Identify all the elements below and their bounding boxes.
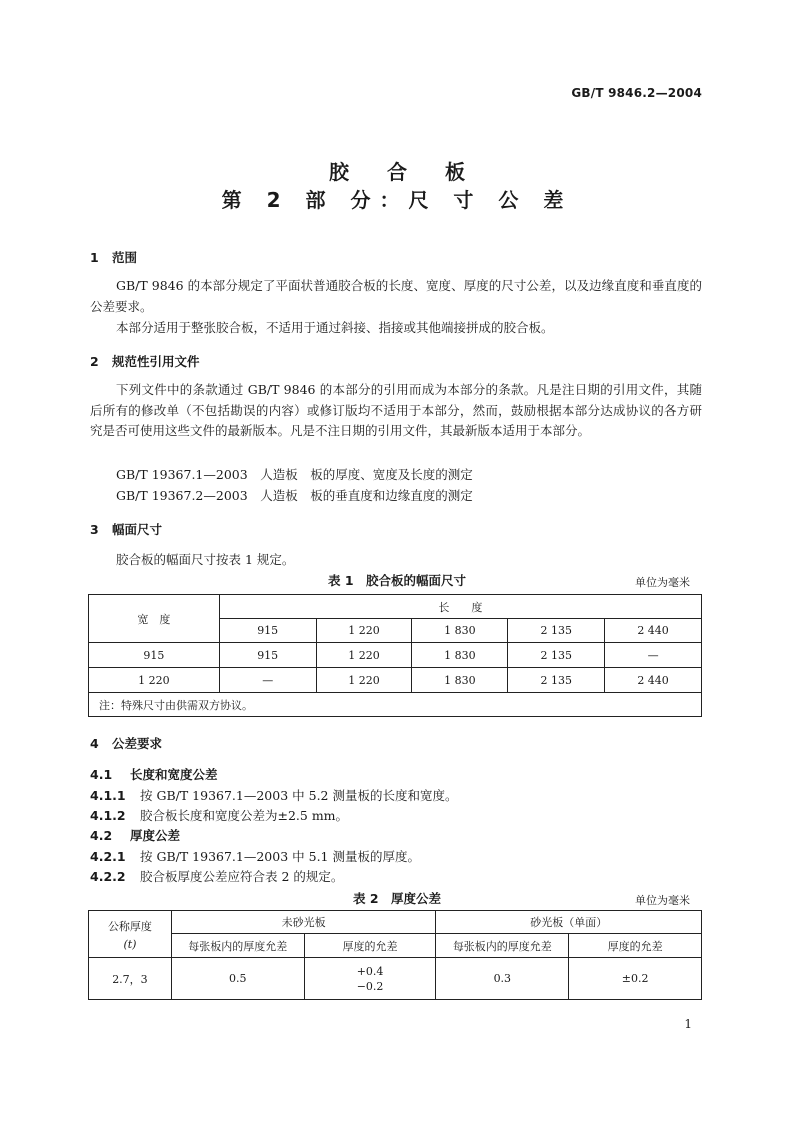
section-number: 4 [90,736,99,751]
table-cell: 915 [219,643,316,668]
document-subtitle: 第 2 部 分：尺 寸 公 差 [221,188,573,212]
tolerance-minus: −0.2 [356,979,384,993]
document-title: 胶合板 [329,160,503,184]
table-cell: 1 220 [316,668,412,693]
table-cell: 1 830 [412,668,508,693]
section-3-heading [90,520,162,538]
length-cell: 2 440 [605,619,702,643]
width-cell: 915 [89,643,220,668]
subsection-4-1-heading [90,765,218,783]
width-cell: 1 220 [89,668,220,693]
section-2-paragraph-1: 下列文件中的条款通过 GB/T 9846 的本部分的引用而成为本部分的条款。凡是注日期的引用文件，其随后所有的修改单（不包括勘误的内容）或修订版均不适用于本部分，然而，鼓励根据本部分达成协议的各方研究是否可使用这些文件的最新版本。凡是不注日期的引用文件，其最新版本适用于本部分。 [90,382,702,439]
subsection-number: 4.1 [90,767,113,782]
reference-1: GB/T 19367.1—2003 人造板 板的厚度、宽度及长度的测定 [116,467,473,482]
table-row [89,668,702,693]
table-row [89,958,702,1000]
section-title: 幅面尺寸 [112,522,163,537]
section-number: 1 [90,250,99,265]
table-cell: — [605,643,702,668]
clause-text: 胶合板厚度公差应符合表 2 的规定。 [140,869,344,884]
table-row [89,643,702,668]
length-header: 长 度 [219,595,701,619]
section-2-heading [90,352,200,370]
table-1-note: 注：特殊尺寸由供需双方协议。 [89,693,702,717]
table-1-unit: 单位为毫米 [635,576,690,589]
sanded-header: 砂光板（单面） [436,911,702,934]
length-cell: 1 830 [412,619,508,643]
table-2-unit: 单位为毫米 [635,894,690,907]
section-title: 范围 [112,250,138,265]
clause-4-1-2 [90,806,348,824]
section-number: 2 [90,354,99,369]
nominal-thickness-label: 公称厚度 [107,919,152,933]
nominal-thickness-header [89,911,172,958]
subsection-number: 4.2 [90,828,113,843]
section-title: 规范性引用文件 [112,354,200,369]
clause-number: 4.1.1 [90,788,126,803]
clause-number: 4.2.1 [90,849,126,864]
section-4-heading [90,734,162,752]
table-cell: 2 135 [508,643,605,668]
table-cell: 2 440 [605,668,702,693]
tolerance-plus: +0.4 [356,964,384,978]
table-1-caption: 表 1 胶合板的幅面尺寸 [327,573,467,588]
section-1-paragraph-2: 本部分适用于整张胶合板，不适用于通过斜接、指接或其他端接拼成的胶合板。 [116,320,554,335]
section-title: 公差要求 [112,736,163,751]
subsection-4-2-heading [90,826,180,844]
section-1-heading [90,248,137,266]
width-header: 宽 度 [89,595,220,643]
thickness-tolerance-header: 厚度的允差 [569,934,702,958]
subsection-title: 长度和宽度公差 [130,767,218,782]
section-3-paragraph-1: 胶合板的幅面尺寸按表 1 规定。 [116,552,295,567]
table-2 [88,910,702,1000]
sanded-tolerance-cell: ±0.2 [569,958,702,1000]
nominal-thickness-symbol: (t) [123,937,137,951]
clause-4-2-1 [90,847,420,865]
page-number: 1 [684,1017,692,1031]
section-number: 3 [90,522,99,537]
clause-number: 4.1.2 [90,808,126,823]
table-2-caption: 表 2 厚度公差 [352,891,442,906]
nominal-thickness-cell: 2.7，3 [89,958,172,1000]
document-code: GB/T 9846.2—2004 [571,86,702,100]
table-cell: 2 135 [508,668,605,693]
length-cell: 2 135 [508,619,605,643]
within-sheet-tolerance-header: 每张板内的厚度允差 [171,934,304,958]
clause-text: 按 GB/T 19367.1—2003 中 5.2 测量板的长度和宽度。 [140,788,458,803]
unsanded-header: 未砂光板 [171,911,436,934]
unsanded-within-cell: 0.5 [171,958,304,1000]
clause-4-2-2 [90,867,343,885]
subsection-title: 厚度公差 [130,828,181,843]
sanded-within-cell: 0.3 [436,958,569,1000]
length-cell: 915 [219,619,316,643]
thickness-tolerance-header: 厚度的允差 [304,934,436,958]
clause-4-1-1 [90,786,457,804]
table-cell: — [219,668,316,693]
clause-number: 4.2.2 [90,869,126,884]
clause-text: 按 GB/T 19367.1—2003 中 5.1 测量板的厚度。 [140,849,420,864]
length-cell: 1 220 [316,619,412,643]
within-sheet-tolerance-header: 每张板内的厚度允差 [436,934,569,958]
table-cell: 1 220 [316,643,412,668]
table-1 [88,594,702,717]
clause-text: 胶合板长度和宽度公差为±2.5 mm。 [140,808,349,823]
section-1-paragraph-1: GB/T 9846 的本部分规定了平面状普通胶合板的长度、宽度、厚度的尺寸公差，以及边缘直度和垂直度的公差要求。 [90,278,702,314]
table-cell: 1 830 [412,643,508,668]
unsanded-tolerance-cell [304,958,436,1000]
reference-2: GB/T 19367.2—2003 人造板 板的垂直度和边缘直度的测定 [116,488,473,503]
